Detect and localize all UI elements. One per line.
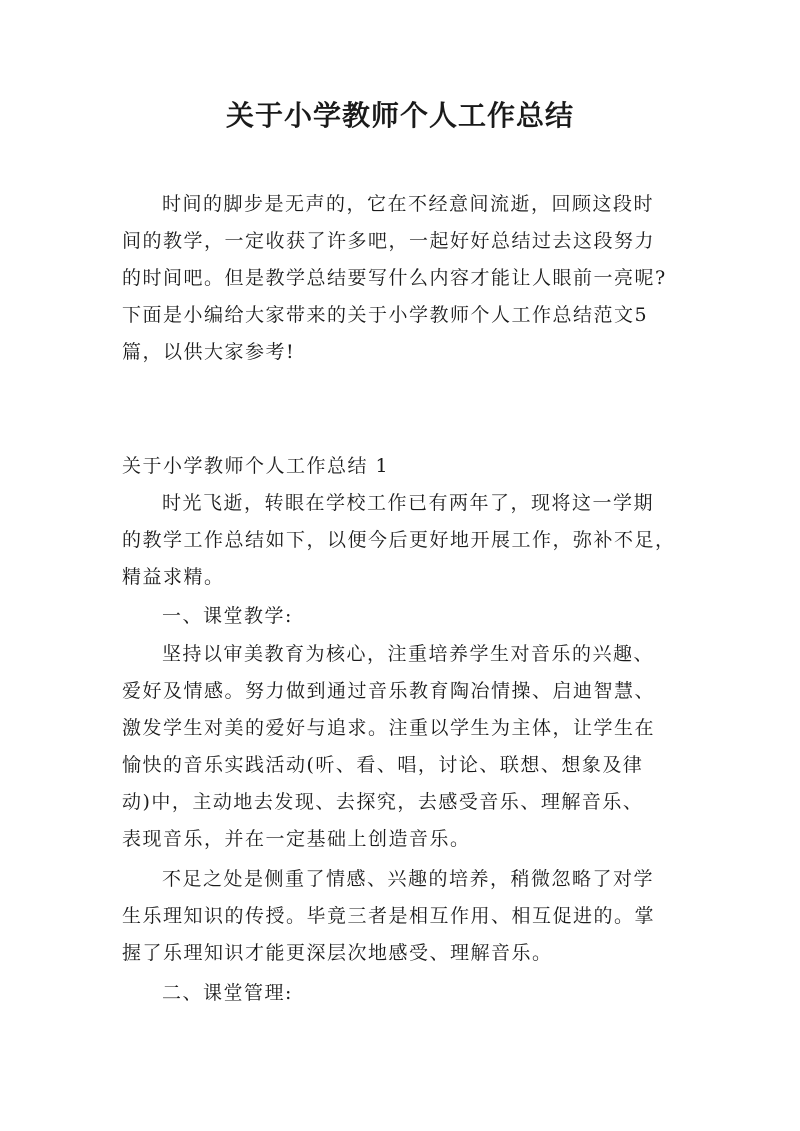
- paragraph-line: 动)中，主动地去发现、去探究，去感受音乐、理解音乐、: [122, 791, 644, 813]
- subheading-classroom-teaching: [122, 598, 688, 635]
- subheading-text: 二、课堂管理:: [162, 982, 293, 1004]
- paragraph-line: 精益求精。: [122, 566, 225, 588]
- intro-paragraph: [122, 186, 688, 371]
- intro-line: 下面是小编给大家带来的关于小学教师个人工作总结范文5: [122, 304, 649, 326]
- paragraph-line: 不足之处是侧重了情感、兴趣的培养，稍微忽略了对学: [162, 868, 655, 890]
- paragraph-1: [122, 485, 688, 596]
- subheading-classroom-management: [122, 975, 688, 1012]
- document-title: 关于小学教师个人工作总结: [225, 99, 574, 132]
- paragraph-line: 时光飞逝，转眼在学校工作已有两年了，现将这一学期: [162, 492, 655, 514]
- paragraph-line: 坚持以审美教育为核心，注重培养学生对音乐的兴趣、: [162, 643, 655, 665]
- section-heading-text: 关于小学教师个人工作总结 1: [122, 455, 390, 477]
- paragraph-line: 激发学生对美的爱好与追求。注重以学生为主体，让学生在: [122, 717, 656, 739]
- paragraph-line: 握了乐理知识才能更深层次地感受、理解音乐。: [122, 942, 553, 964]
- intro-line: 时间的脚步是无声的，它在不经意间流逝，回顾这段时: [162, 193, 655, 215]
- intro-line: 篇，以供大家参考!: [122, 341, 296, 363]
- paragraph-line: 愉快的音乐实践活动(听、看、唱，讨论、联想、想象及律: [122, 754, 644, 776]
- intro-line: 的时间吧。但是教学总结要写什么内容才能让人眼前一亮呢?: [122, 267, 667, 289]
- paragraph-line: 爱好及情感。努力做到通过音乐教育陶冶情操、启迪智慧、: [122, 680, 656, 702]
- intro-line: 间的教学，一定收获了许多吧，一起好好总结过去这段努力: [122, 230, 656, 252]
- paragraph-line: 生乐理知识的传授。毕竟三者是相互作用、相互促进的。掌: [122, 905, 656, 927]
- paragraph-line: 表现音乐，并在一定基础上创造音乐。: [122, 828, 471, 850]
- section-heading: [122, 448, 688, 485]
- subheading-text: 一、课堂教学:: [162, 605, 293, 627]
- paragraph-2: [122, 636, 688, 858]
- paragraph-line: 的教学工作总结如下，以便今后更好地开展工作，弥补不足，: [122, 529, 676, 551]
- paragraph-3: [122, 861, 688, 972]
